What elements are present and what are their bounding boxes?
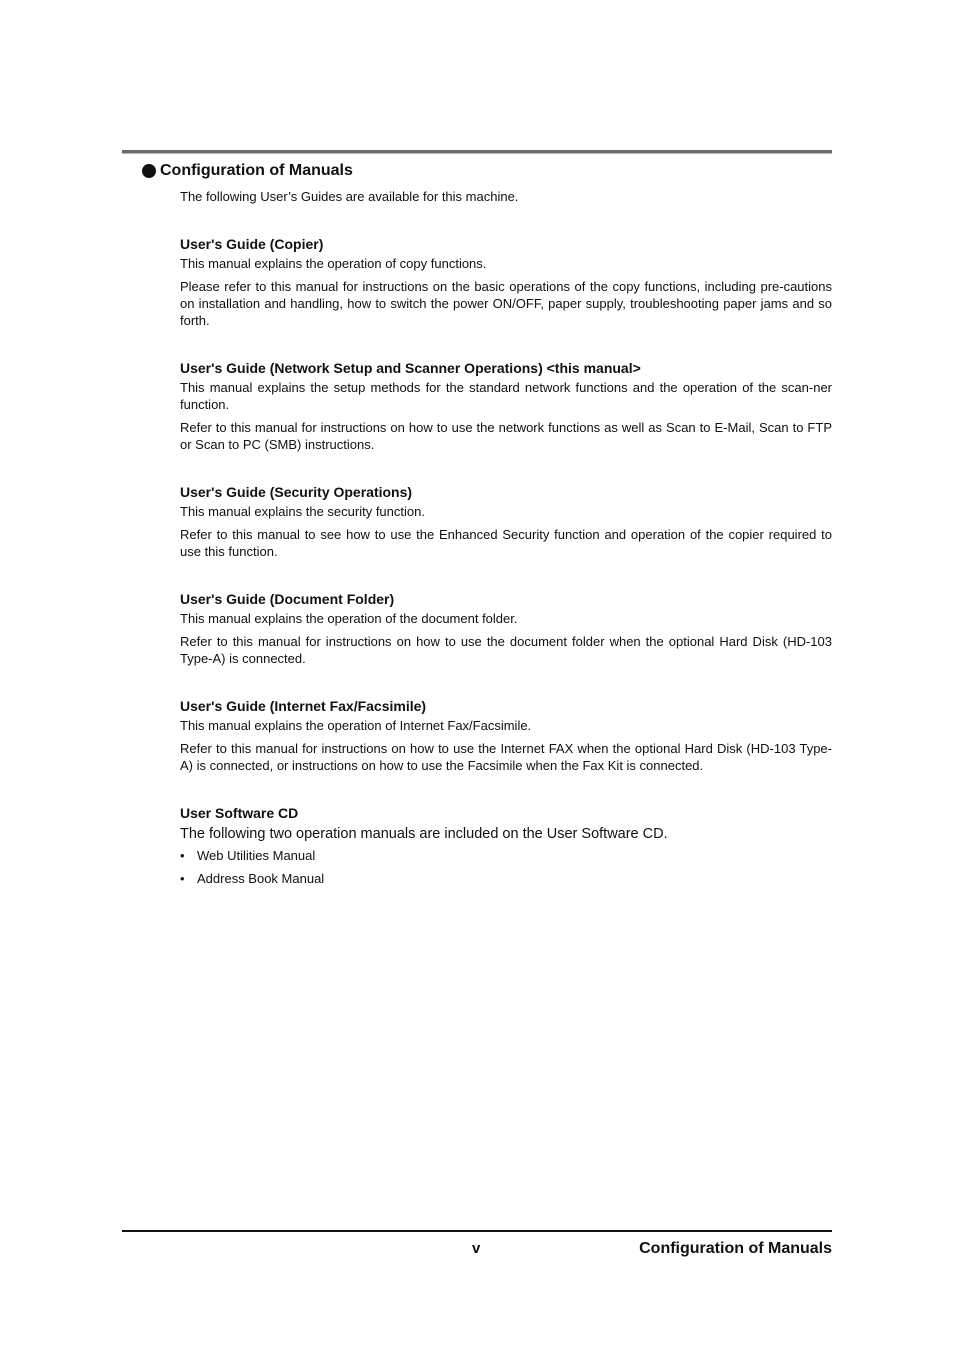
section-paragraph: Refer to this manual for instructions on how to use the network functions as well as Scan to E-Mail, Scan to FTP or Scan to PC (SMB) instructions. <box>180 420 832 452</box>
page-heading: Configuration of Manuals <box>160 162 353 179</box>
section-user-software-cd <box>180 804 832 887</box>
section-heading <box>142 162 353 180</box>
filled-circle-bullet-icon <box>142 164 156 178</box>
list-item <box>180 847 832 864</box>
section-title: User's Guide (Network Setup and Scanner Operations) <this manual> <box>180 360 641 376</box>
section-paragraph: Refer to this manual for instructions on how to use the document folder when the optional Hard Disk (HD-103 Type-A) is connected. <box>180 634 832 666</box>
section-title: User's Guide (Internet Fax/Facsimile) <box>180 698 427 714</box>
section-paragraph: This manual explains the operation of Internet Fax/Facsimile. <box>180 718 532 733</box>
section-paragraph: Refer to this manual to see how to use the Enhanced Security function and operation of the copier required to use this function. <box>180 527 832 559</box>
section-network-scanner <box>180 359 832 453</box>
manual-list <box>180 847 832 887</box>
list-item-label: Web Utilities Manual <box>197 848 316 863</box>
bullet-icon: • <box>180 848 185 863</box>
header-rule <box>122 150 832 154</box>
section-title: User's Guide (Security Operations) <box>180 484 413 500</box>
list-item-label: Address Book Manual <box>197 871 325 886</box>
footer-rule <box>122 1230 832 1232</box>
intro-text: The following User’s Guides are available for this machine. <box>180 189 519 204</box>
bullet-icon: • <box>180 871 185 886</box>
section-paragraph: Please refer to this manual for instructions on the basic operations of the copy functions, including pre-cautions on installation and handling, how to switch the power ON/OFF, paper supply, troubleshooting paper jams and so forth. <box>180 279 832 328</box>
section-copier <box>180 235 832 329</box>
section-paragraph: This manual explains the security function. <box>180 504 425 519</box>
page-number: v <box>472 1240 481 1257</box>
section-paragraph: The following two operation manuals are included on the User Software CD. <box>180 826 668 842</box>
section-title: User's Guide (Copier) <box>180 236 324 252</box>
section-document-folder <box>180 590 832 667</box>
section-internet-fax <box>180 697 832 774</box>
section-title: User Software CD <box>180 805 299 821</box>
list-item <box>180 870 832 887</box>
footer-title: Configuration of Manuals <box>639 1240 832 1257</box>
section-paragraph: This manual explains the operation of copy functions. <box>180 256 487 271</box>
section-paragraph: This manual explains the setup methods for the standard network functions and the operation of the scan-ner function. <box>180 380 832 412</box>
document-body <box>180 188 832 893</box>
section-security <box>180 483 832 560</box>
section-paragraph: Refer to this manual for instructions on how to use the Internet FAX when the optional Hard Disk (HD-103 Type-A) is connected, or instructions on how to use the Facsimile when the Fax Kit is connected. <box>180 741 832 773</box>
section-title: User's Guide (Document Folder) <box>180 591 395 607</box>
section-paragraph: This manual explains the operation of the document folder. <box>180 611 518 626</box>
